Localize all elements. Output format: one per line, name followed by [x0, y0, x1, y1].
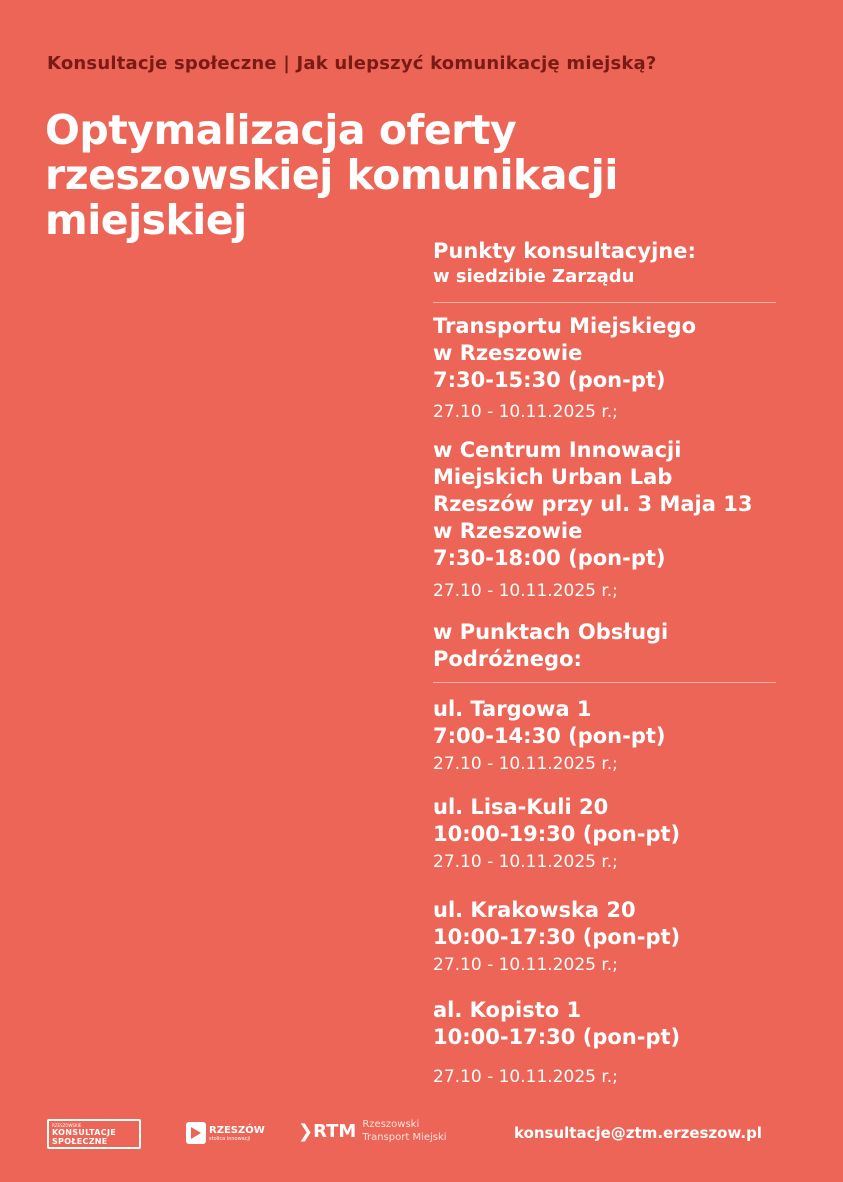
divider	[433, 682, 776, 683]
point-hours: 10:00-19:30 (pon-pt)	[433, 822, 681, 846]
urban-lab-date: 27.10 - 10.11.2025 r.;	[433, 581, 618, 601]
urban-lab-line: w Rzeszowie	[433, 519, 583, 543]
ztm-block	[433, 313, 793, 423]
ztm-line: Transportu Miejskiego	[433, 314, 697, 338]
urban-lab-block	[433, 437, 793, 602]
contact-email-link[interactable]: konsultacje@ztm.erzeszow.pl	[514, 1124, 762, 1142]
title-line: rzeszowskiej komunikacji	[45, 151, 618, 199]
divider	[433, 302, 776, 303]
point-date: 27.10 - 10.11.2025 r.;	[433, 852, 618, 872]
konsultacje-logo-small: RZESZOWSKIE	[52, 1122, 82, 1128]
point-address: ul. Krakowska 20	[433, 898, 636, 922]
point-item	[433, 897, 793, 976]
rzeszow-logo-small: stolica innowacji	[209, 1135, 251, 1142]
punkty-header-line: Punkty konsultacyjne:	[433, 239, 696, 263]
point-hours: 10:00-17:30 (pon-pt)	[433, 1025, 681, 1049]
urban-lab-line: w Centrum Innowacji	[433, 438, 682, 462]
rzeszow-logo-text: RZESZÓW	[209, 1124, 265, 1136]
punkty-header	[433, 238, 793, 289]
rzeszow-logo	[186, 1122, 265, 1144]
point-date: 27.10 - 10.11.2025 r.;	[433, 955, 618, 975]
urban-lab-hours: 7:30-18:00 (pon-pt)	[433, 546, 666, 570]
ztm-line: w Rzeszowie	[433, 341, 583, 365]
urban-lab-line: Miejskich Urban Lab	[433, 465, 673, 489]
rtm-logo-line: Transport Miejski	[362, 1132, 447, 1143]
rtm-logo	[298, 1118, 447, 1144]
konsultacje-logo	[47, 1119, 141, 1149]
pop-header	[433, 619, 793, 673]
title-line: Optymalizacja oferty	[45, 106, 517, 154]
point-item	[433, 696, 793, 775]
point-item	[433, 794, 793, 873]
rzeszow-mark-icon	[186, 1122, 206, 1144]
konsultacje-logo-text: KONSULTACJE	[52, 1127, 117, 1137]
point-address: ul. Lisa-Kuli 20	[433, 795, 609, 819]
page-title	[45, 108, 825, 243]
ztm-date: 27.10 - 10.11.2025 r.;	[433, 402, 618, 422]
pop-header-line: Podróżnego:	[433, 647, 582, 671]
point-date: 27.10 - 10.11.2025 r.;	[433, 1067, 618, 1087]
rtm-mark-text: RTM	[313, 1120, 357, 1142]
point-address: ul. Targowa 1	[433, 697, 592, 721]
point-address: al. Kopisto 1	[433, 998, 582, 1022]
title-line: miejskiej	[45, 196, 247, 244]
page-subtitle: Konsultacje społeczne | Jak ulepszyć komunikację miejską?	[47, 53, 657, 74]
point-hours: 7:00-14:30 (pon-pt)	[433, 724, 666, 748]
pop-header-line: w Punktach Obsługi	[433, 620, 669, 644]
konsultacje-logo-text: SPOŁECZNE	[52, 1136, 108, 1146]
rtm-logo-line: Rzeszowski	[362, 1119, 420, 1130]
urban-lab-line: Rzeszów przy ul. 3 Maja 13	[433, 492, 753, 516]
punkty-header-line: w siedzibie Zarządu	[433, 266, 635, 287]
point-item	[433, 997, 793, 1088]
ztm-hours: 7:30-15:30 (pon-pt)	[433, 368, 666, 392]
point-hours: 10:00-17:30 (pon-pt)	[433, 925, 681, 949]
chevron-right-icon: ❯	[298, 1120, 314, 1142]
point-date: 27.10 - 10.11.2025 r.;	[433, 754, 618, 774]
